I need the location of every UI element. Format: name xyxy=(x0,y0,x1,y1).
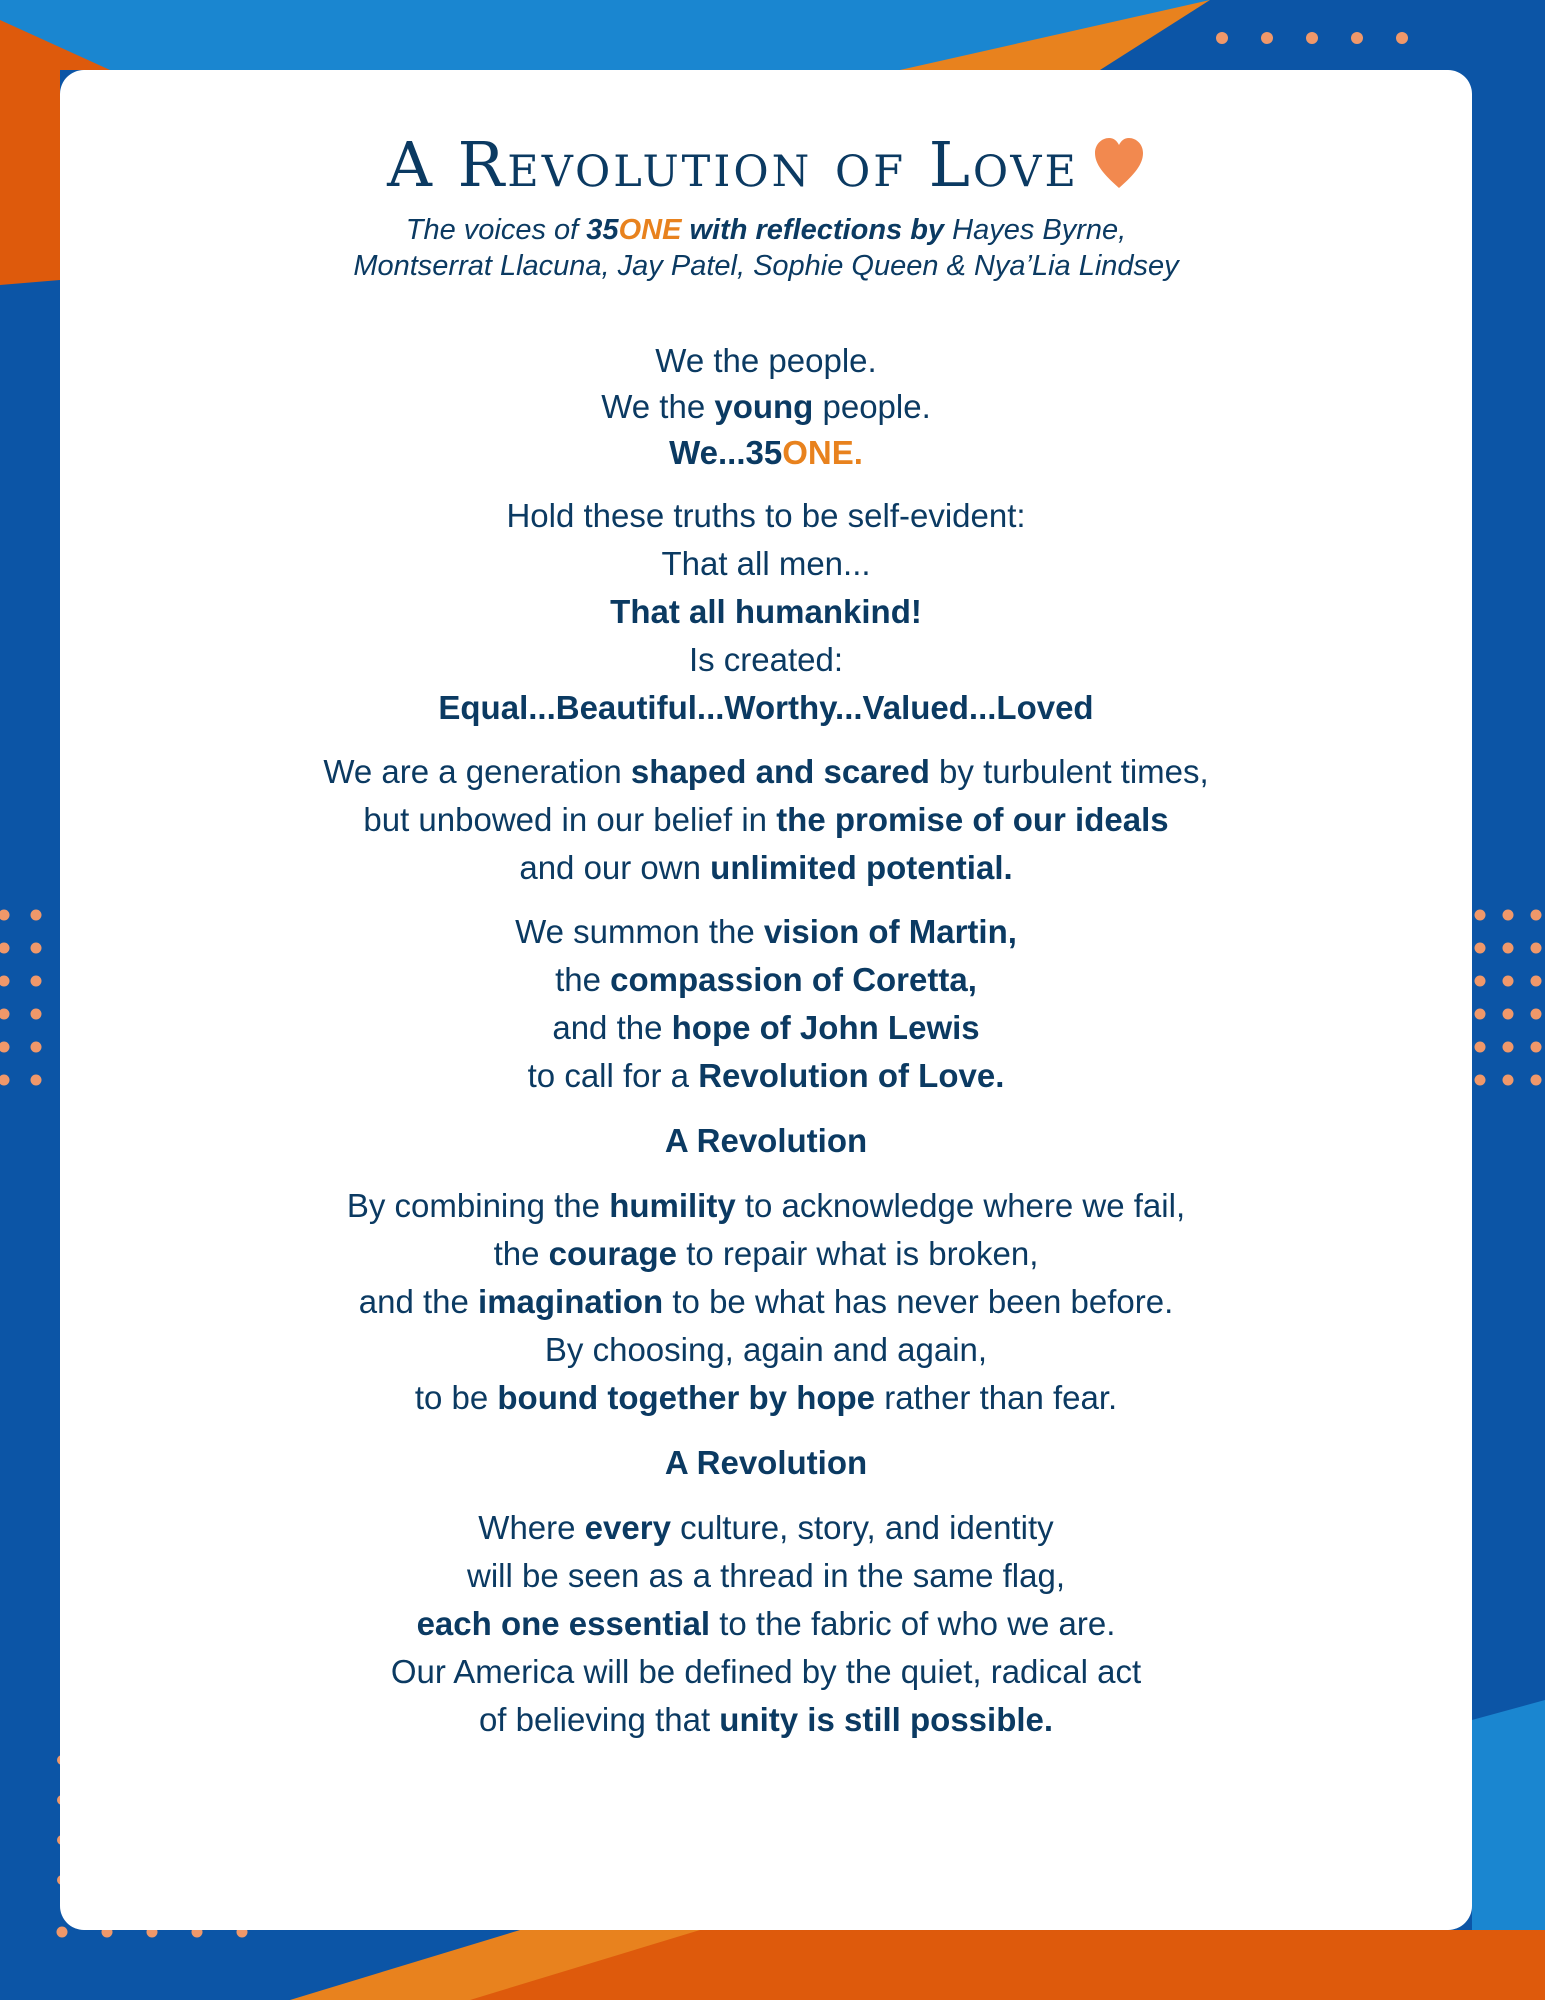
subtitle-line-1 xyxy=(60,212,1472,248)
subtitle-intro: The voices of xyxy=(405,214,587,246)
poem-line: We summon the vision of Martin, xyxy=(515,913,1017,950)
stanza-2 xyxy=(60,492,1472,732)
poem-line: Is created: xyxy=(688,641,844,678)
poem-line: to call for a Revolution of Love. xyxy=(527,1057,1005,1094)
stanza-6 xyxy=(60,1504,1472,1744)
subtitle-author: Hayes Byrne, xyxy=(944,214,1127,246)
subtitle xyxy=(60,212,1472,284)
brand-one: ONE xyxy=(618,214,682,246)
poem-line: but unbowed in our belief in the promise of our ideals xyxy=(363,801,1169,838)
poem-line: and the hope of John Lewis xyxy=(552,1009,980,1046)
poem-line: Our America will be defined by the quiet, radical act xyxy=(390,1653,1142,1690)
brand-35: 35 xyxy=(586,214,619,246)
subtitle-line-2: Montserrat Llacuna, Jay Patel, Sophie Queen & Nya’Lia Lindsey xyxy=(353,250,1179,282)
poem-line: That all men... xyxy=(661,545,871,582)
section-heading: A Revolution xyxy=(664,1444,868,1481)
poem-line: to be bound together by hope rather than fear. xyxy=(414,1379,1118,1416)
subtitle-reflections: with reflections by xyxy=(681,214,945,246)
poem-line: We the people. xyxy=(655,342,877,379)
poem xyxy=(60,338,1472,1760)
poem-line: Equal...Beautiful...Worthy...Valued...Loved xyxy=(438,689,1094,726)
stanza-1 xyxy=(60,338,1472,476)
poem-line: By choosing, again and again, xyxy=(544,1331,988,1368)
stanza-5 xyxy=(60,1182,1472,1422)
poem-line: By combining the humility to acknowledge where we fail, xyxy=(346,1187,1186,1224)
poem-line: of believing that unity is still possible. xyxy=(478,1701,1054,1738)
heart-icon xyxy=(1093,132,1145,205)
title-text: A Revolution of Love xyxy=(387,128,1079,201)
poem-line: the courage to repair what is broken, xyxy=(493,1235,1039,1272)
poem-line: We are a generation shaped and scared by turbulent times, xyxy=(323,753,1209,790)
poem-line: Hold these truths to be self-evident: xyxy=(506,497,1026,534)
poem-line: each one essential to the fabric of who we are. xyxy=(416,1605,1116,1642)
poem-line: That all humankind! xyxy=(610,593,922,630)
poem-line: will be seen as a thread in the same flag, xyxy=(466,1557,1065,1594)
page-title xyxy=(60,128,1472,205)
content-card xyxy=(60,70,1472,1930)
poem-line: the compassion of Coretta, xyxy=(555,961,977,998)
stanza-3 xyxy=(60,748,1472,892)
poem-line: Where every culture, story, and identity xyxy=(478,1509,1054,1546)
stanza-4 xyxy=(60,908,1472,1100)
poem-line: and our own unlimited potential. xyxy=(519,849,1013,886)
section-heading: A Revolution xyxy=(664,1122,868,1159)
poem-line: and the imagination to be what has never been before. xyxy=(358,1283,1174,1320)
poem-line: We the young people. xyxy=(601,388,931,425)
poem-line-brand: We...35ONE. xyxy=(669,434,863,471)
